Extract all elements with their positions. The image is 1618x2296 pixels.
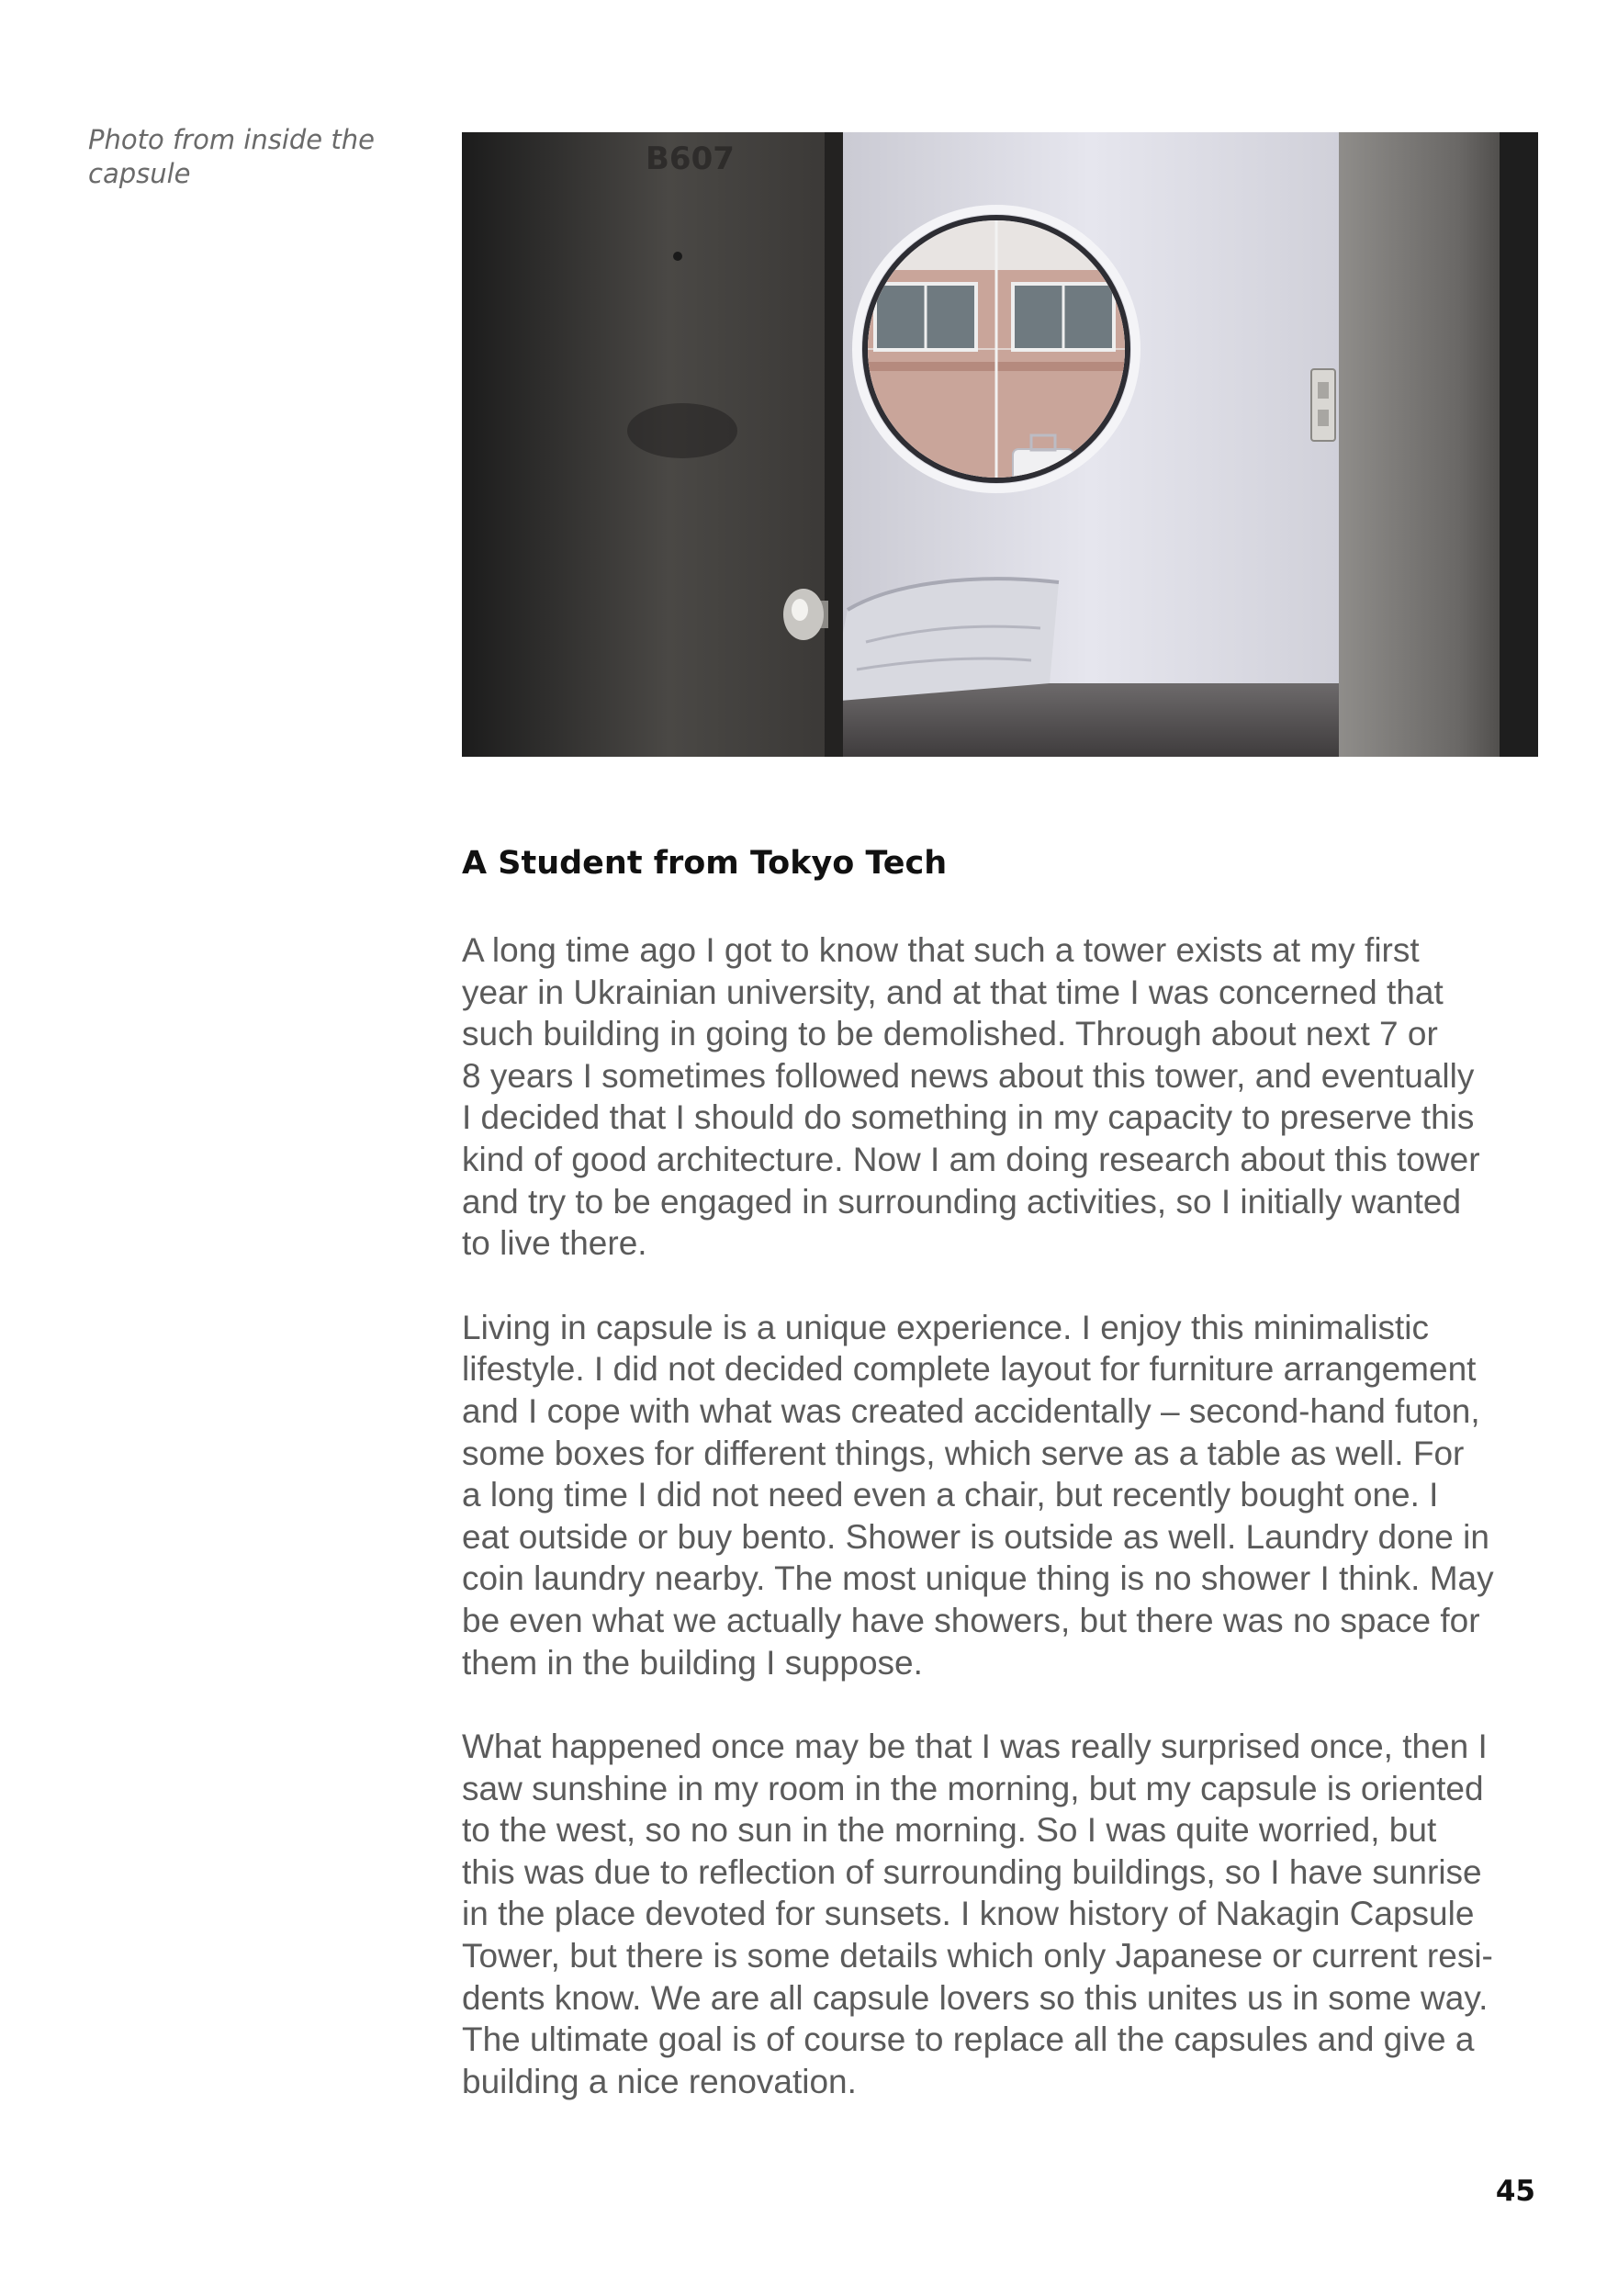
frame-shadow [1500, 132, 1538, 757]
article-paragraph: A long time ago I got to know that such a tower exists at my first year in Ukrainian university, and at that time I was concerned that such building in going to be demolished. Through about next 7 or 8 years I sometimes followed news about this tower, and eventually I decided that I should do something in my capacity to preserve this kind of good architecture. Now I am doing research about this tower and try to be engaged in surrounding activities, so I initially wanted to live there. [462, 931, 1480, 1263]
page-number: 45 [1495, 2175, 1535, 2208]
article-heading: A Student from Tokyo Tech [462, 845, 948, 882]
light-switch [1311, 369, 1335, 441]
door-edge [825, 132, 843, 757]
door-mark [673, 252, 682, 261]
door-shadow [627, 403, 737, 458]
door-number: B607 [646, 141, 735, 177]
photo-caption: Photo from inside the capsule [88, 124, 375, 189]
article-paragraph: What happened once may be that I was really surprised once, then I saw sunshine in my room in the morning, but my capsule is oriented to the west, so no sun in the morning. So I was quite worried, but this was due to reflection of surrounding buildings, so I have sunrise in the place devoted for sunsets. I know history of Nakagin Capsule Tower, but there is some details which only Japanese or current resi- dents know. We are all capsule lovers so this unites us in some way. The ultimate goal is of course to replace all the capsules and give a building a nice renovation. [462, 1728, 1493, 2100]
article-paragraph: Living in capsule is a unique experience. I enjoy this minimalistic lifestyle. I did not decided complete layout for furniture arrangement and I cope with what was created accidentally – second-hand futon, some boxes for different things, which serve as a table as well. For a long time I did not need even a chair, but recently bought one. I eat outside or buy bento. Shower is outside as well. Laundry done in coin laundry nearby. The most unique thing is no shower I think. May be even what we actually have showers, but there was no space for them in the building I suppose. [462, 1308, 1494, 1682]
capsule-interior-photo [462, 132, 1538, 757]
capsule-interior-illustration [462, 132, 1538, 757]
article-body [462, 929, 1545, 2144]
